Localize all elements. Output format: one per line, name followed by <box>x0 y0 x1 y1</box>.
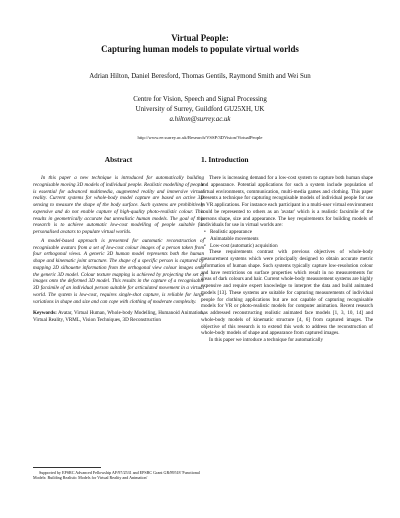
bullet-icon: • <box>204 229 206 235</box>
requirements-list <box>201 229 373 249</box>
left-column <box>33 155 204 324</box>
affiliation-line2: University of Surrey, Guildford GU25XH, UK <box>135 106 265 113</box>
abstract-paragraph: In this paper a new technique is introduced for automatically building recognisable moving 3D models of individual people. Realistic modelling of people is essential for advanced multimedia, augmented reality and immersive virtual reality. Current systems for whole-body model capture are based on active 3D sensing to measure the shape of the body surface. Such systems are prohibitively expensive and do not enable capture of high-quality photo-realistic colour. This results in geometrically accurate but unrealistic human models. The goal of this research is to achieve automatic low-cost modelling of people suitable for personalised avatars to populate virtual worlds. <box>33 175 204 235</box>
paper-title-line2: Capturing human models to populate virtual worlds <box>101 44 299 54</box>
abstract-heading: Abstract <box>104 155 133 164</box>
affiliation-line1: Centre for Vision, Speech and Signal Processing <box>133 96 267 103</box>
affiliation <box>0 95 400 125</box>
introduction-body <box>201 175 373 344</box>
list-item <box>204 236 373 243</box>
intro-paragraph: There is increasing demand for a low-cost system to capture both human shape and appearance. Potential applications for such a system include population of virtual environments, communication, multi-media games and clothing. This paper presents a technique for capturing recognisable models of individual people for use in VR applications. For instance each participant in a multi-user virtual environment could be represented to others as an 'avatar' which is a realistic facsimile of the persons shape, size and appearance. The key requirements for building models of individuals for use in virtual worlds are: <box>201 175 373 229</box>
keywords <box>33 310 204 324</box>
footnote-divider <box>33 467 101 468</box>
keywords-text: Avatar, Virtual Human, Whole-body Modelling, Humanoid Animation, Virtual Reality, VRML, Vision Techniques, 3D Reconstruction <box>33 310 204 323</box>
intro-paragraph: These requirements contrast with previous objectives of whole-body measurement systems which were principally designed to obtain accurate metric information of human shape. Such systems typically capture low-resolution colour and have restrictions on surface properties which result in no measurements for areas of dark colours and hair. Current whole-body measurement systems are highly expensive and require expert knowledge to interpret the data and build animated models [13]. These systems are suitable for capturing measurements of individual people for clothing applications but are not capable of capturing recognisable models for VR or photo-realistic models for computer animation. Recent research has addressed reconstructing realistic animated face models [1, 3, 10, 14] and whole-body models of kinematic structure [4, 6] from captured images. The objective of this research is to extend this work to address the reconstruction of whole-body models of shape and appearance from captured images. <box>201 249 373 337</box>
list-item-text: Realistic appearance <box>210 229 252 235</box>
keywords-label: Keywords: <box>33 310 57 317</box>
author-email[interactable]: a.hilton@surrey.ac.uk <box>169 116 231 123</box>
project-url[interactable]: http://www.ee.surrey.ac.uk/Research/VSSP/3DVision/VirtualPeople <box>137 135 263 140</box>
list-item <box>204 229 373 236</box>
right-column <box>201 155 373 344</box>
intro-paragraph: In this paper we introduce a technique for automatically <box>209 337 324 343</box>
paper-title-line1: Virtual People: <box>171 33 229 43</box>
author-list: Adrian Hilton, Daniel Beresford, Thomas Gentils, Raymond Smith and Wei Sun <box>89 73 311 80</box>
list-item-text: Animatable movements <box>210 235 259 242</box>
bullet-icon: • <box>204 235 206 242</box>
list-item-text: Low-cost (automatic) acquisition <box>210 242 278 249</box>
abstract-paragraph: A model-based approach is presented for automatic reconstruction of recognisable avatars from a set of low-cost colour images of a person taken from four orthogonal views. A generic 3D human model represents both the human shape and kinematic joint structure. The shape of a specific person is captured by mapping 2D silhouette information from the orthogonal view colour images onto the generic 3D model. Colour texture mapping is achieved by projecting the set of images onto the deformed 3D model. This results in the capture of a recognisable 3D facsimile of an individual person suitable for articulated movement in a virtual world. The system is low-cost, requires single-shot capture, is reliable for large variations in shape and size and can cope with clothing of moderate complexity. <box>33 237 204 305</box>
introduction-heading: 1. Introduction <box>201 155 249 164</box>
footnote: Supported by EPSRC Advanced Fellowship AF/97/2531 and EPSRC Grant GR/89518 'Functional Models: Building Realistic Models for Virtual Reality and Animation' <box>33 470 200 481</box>
abstract-body <box>33 175 204 305</box>
bullet-icon: • <box>204 242 206 249</box>
